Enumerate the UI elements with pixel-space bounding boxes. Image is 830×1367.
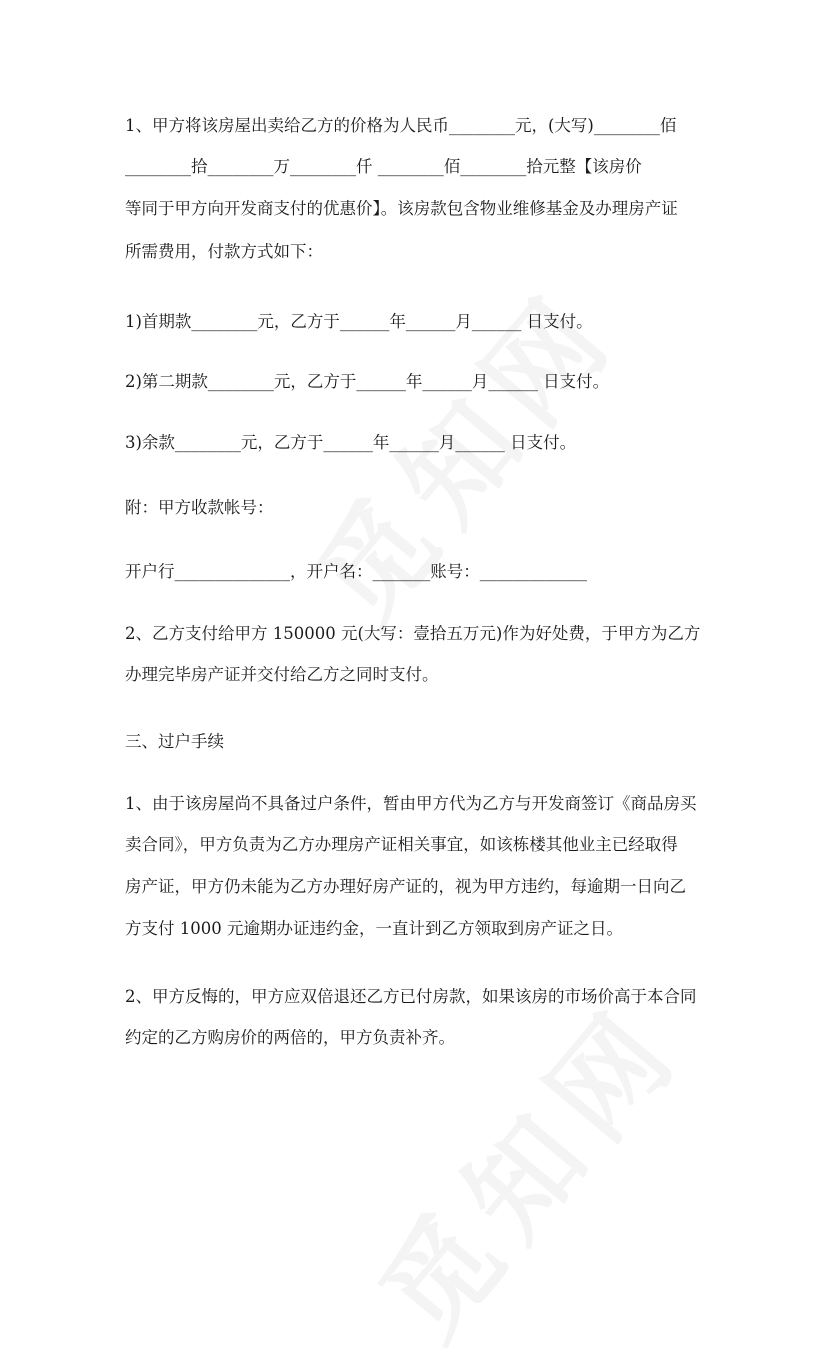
price-clause-line-3: 等同于甲方向开发商支付的优惠价】。该房款包含物业维修基金及办理房产证 xyxy=(125,199,678,218)
transfer-clause-line-3: 房产证，甲方仍未能为乙方办理好房产证的，视为甲方违约，每逾期一日向乙 xyxy=(125,877,686,896)
breach-clause-line-2: 约定的乙方购房价的两倍的，甲方负责补齐。 xyxy=(125,1028,455,1047)
account-details-line: 开户行______________，开户名：_______账号：_____________ xyxy=(125,562,587,581)
transfer-clause-line-1: 1、由于该房屋尚不具备过户条件，暂由甲方代为乙方与开发商签订《商品房买 xyxy=(125,794,697,813)
watermark xyxy=(338,964,712,1366)
final-payment-line: 3)余款________元，乙方于______年______月______ 日支付。 xyxy=(125,433,577,452)
transfer-clause-line-2: 卖合同》，甲方负责为乙方办理房产证相关事宜，如该栋楼其他业主已经取得 xyxy=(125,835,678,854)
price-clause-line-1: 1、甲方将该房屋出卖给乙方的价格为人民币________元，(大写)________佰 xyxy=(125,116,677,135)
fee-clause-line-1: 2、乙方支付给甲方 150000 元(大写：壹拾五万元)作为好处费，于甲方为乙方 xyxy=(125,624,701,643)
account-heading: 附：甲方收款帐号： xyxy=(125,498,274,517)
section-heading-transfer: 三、过户手续 xyxy=(125,732,224,751)
second-payment-line: 2)第二期款________元，乙方于______年______月______ 日支付。 xyxy=(125,372,610,391)
first-payment-line: 1)首期款________元，乙方于______年______月______ 日支付。 xyxy=(125,312,593,331)
fee-clause-line-2: 办理完毕房产证并交付给乙方之同时支付。 xyxy=(125,665,439,684)
breach-clause-line-1: 2、甲方反悔的，甲方应双倍退还乙方已付房款，如果该房的市场价高于本合同 xyxy=(125,987,697,1006)
transfer-clause-line-4: 方支付 1000 元逾期办证违约金，一直计到乙方领取到房产证之日。 xyxy=(125,919,623,938)
price-clause-line-4: 所需费用，付款方式如下： xyxy=(125,242,323,261)
price-clause-line-2: ________拾________万________仟 ________佰________拾元整【该房价 xyxy=(125,157,642,176)
